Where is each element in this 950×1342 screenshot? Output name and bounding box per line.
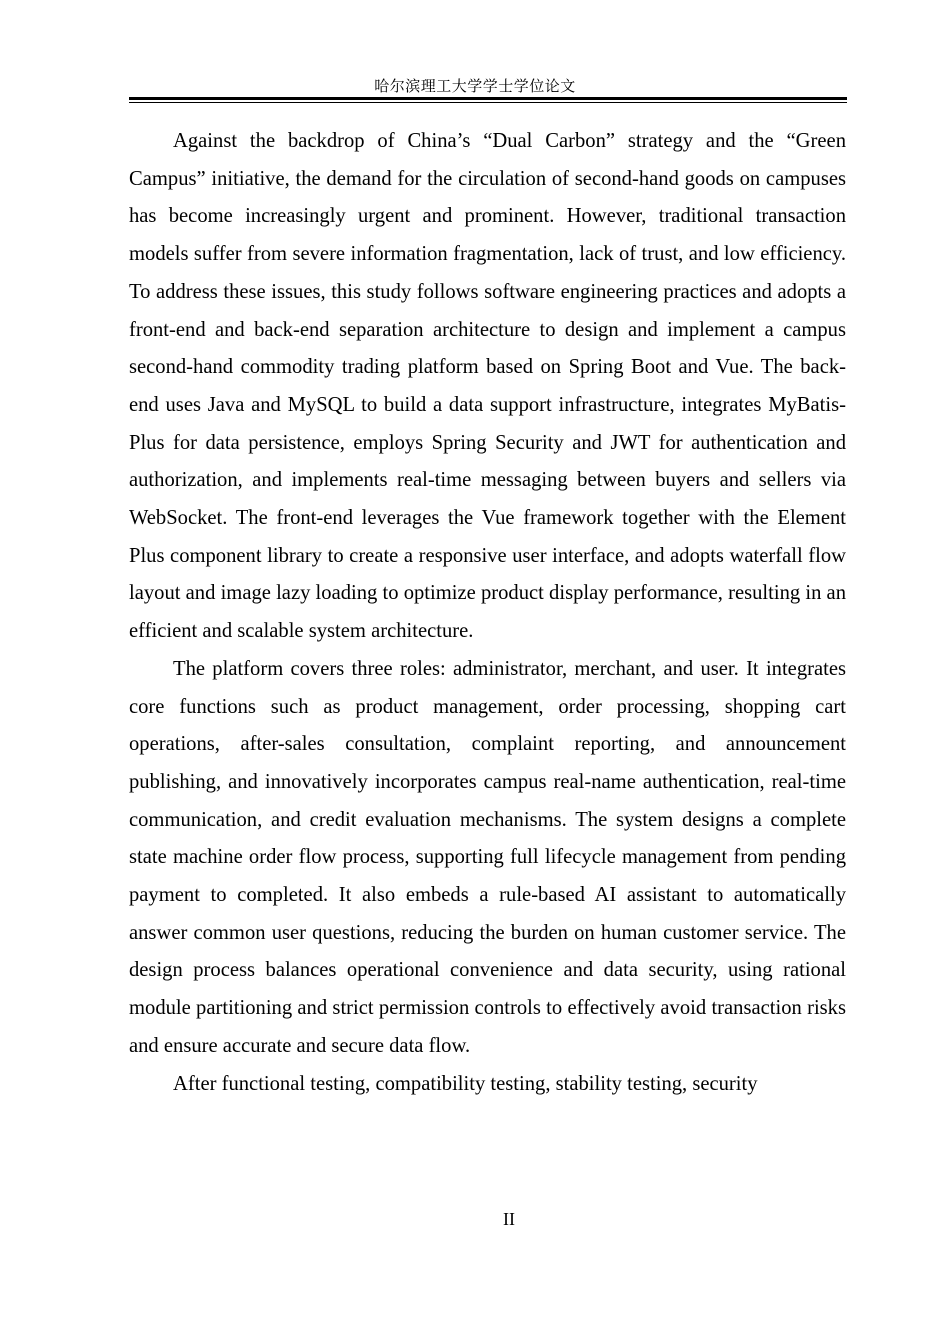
body-text	[129, 123, 846, 1103]
paragraph-1: Against the backdrop of China’s “Dual Carbon” strategy and the “Green Campus” initiative, the demand for the circulation of second-hand goods on campuses has become increasingly urgent and prominent. However, traditional transaction models suffer from severe information fragmentation, lack of trust, and low efficiency. To address these issues, this study follows software engineering practices and adopts a front-end and back-end separation architecture to design and implement a campus second-hand commodity trading platform based on Spring Boot and Vue. The back-end uses Java and MySQL to build a data support infrastructure, integrates MyBatis-Plus for data persistence, employs Spring Security and JWT for authentication and authorization, and implements real-time messaging between buyers and sellers via WebSocket. The front-end leverages the Vue framework together with the Element Plus component library to create a responsive user interface, and adopts waterfall flow layout and image lazy loading to optimize product display performance, resulting in an efficient and scalable system architecture.	[129, 130, 846, 643]
page-header-title: 哈尔滨理工大学学士学位论文	[374, 79, 576, 95]
header-rule-thin	[129, 102, 847, 103]
paragraph-3: After functional testing, compatibility testing, stability testing, security	[173, 1072, 758, 1095]
header-rule-thick	[129, 97, 847, 100]
page-number: II	[503, 1209, 515, 1229]
paragraph-2: The platform covers three roles: administrator, merchant, and user. It integrates core functions such as product management, order processing, shopping cart operations, after-sales consultation, complaint reporting, and announcement publishing, and innovatively incorporates campus real-name authentication, real-time communication, and credit evaluation mechanisms. The system designs a complete state machine order flow process, supporting full lifecycle management from pending payment to completed. It also embeds a rule-based AI assistant to automatically answer common user questions, reducing the burden on human customer service. The design process balances operational convenience and data security, using rational module partitioning and strict permission controls to effectively avoid transaction risks and ensure accurate and secure data flow.	[129, 657, 846, 1057]
